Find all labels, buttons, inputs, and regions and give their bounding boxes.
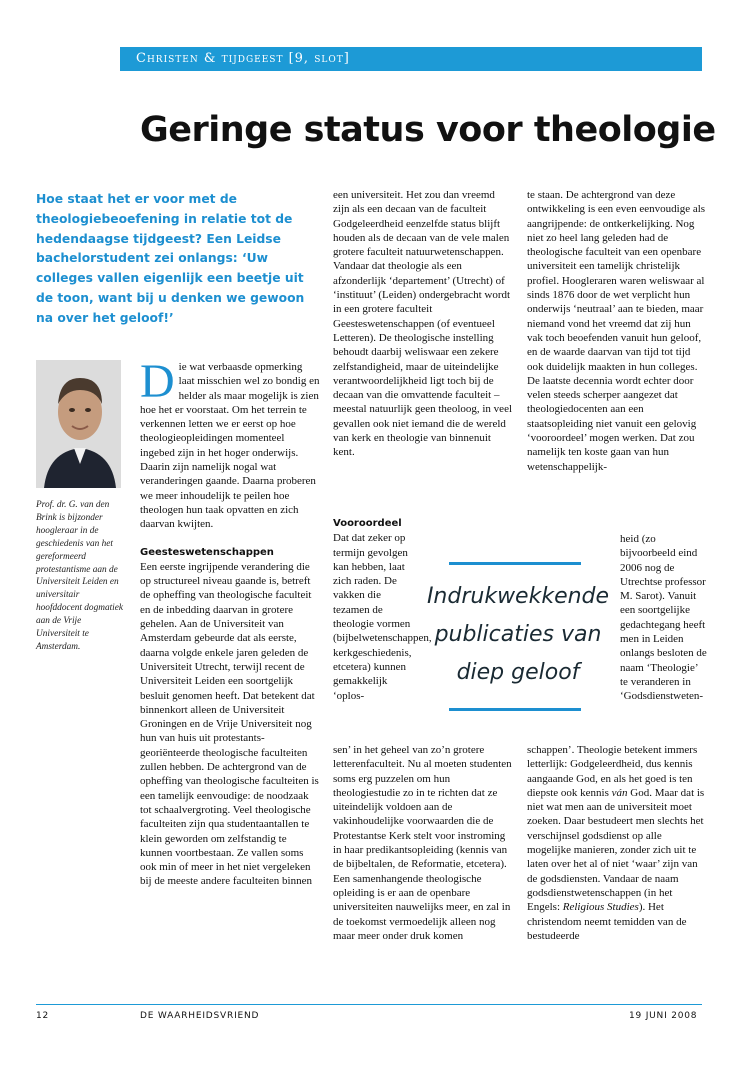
publication-name: DE WAARHEIDSVRIEND xyxy=(140,1011,260,1021)
article-column-3-narrow xyxy=(620,532,708,704)
body-paragraph: sen’ in het geheel van zo’n grotere letterenfaculteit. Nu al moeten studenten soms erg puzzelen om hun theologiestudie zo in te richten dat ze uiteindelijk voldoen aan de vakinhoudelijke voorwaarden die de Protestantse Kerk stelt voor instroming in haar predikantsopleiding (kennis van de bijbeltalen, de Reformatie, etcetera). Een samenhangende theologische opleiding is er aan de openbare universiteiten nauwelijks meer, en zal in de toekomst vermoedelijk alleen nog maar meer onder druk komen xyxy=(333,744,512,942)
article-column-2-narrow xyxy=(333,517,432,703)
article-column-2-top xyxy=(333,188,513,460)
drop-cap: D xyxy=(140,355,175,408)
portrait-image xyxy=(36,360,121,488)
pullquote-rule-bottom xyxy=(449,708,581,711)
article-lede: Hoe staat het er voor met de theologiebeoefening in relatie tot de hedendaagse tijdgeest? Een Leidse bachelorstudent zei onlangs: ‘Uw colleges vallen eigenlijk een beetje uit de toon, want bij u denken we gewoon na over het geloof!’ xyxy=(36,192,305,325)
author-photo xyxy=(36,360,121,488)
body-paragraph: schappen’. Theologie betekent immers letterlijk: Godgeleerdheid, dus kennis aangaande God, en als het goed is ten diepste ook kennis ván God. Maar dat is niet wat men aan de universiteit moet zoeken. Daar bestudeert men slechts het verschijnsel godsdienst op alle mogelijke manieren, zonder zich uit te laten over het al of niet ‘waar’ zijn van de godsdiensten. Vandaar de naam godsdienstwetenschappen (in het Engels: Religious Studies). Het christendom neemt temidden van de bestudeerde xyxy=(527,744,705,942)
page-number: 12 xyxy=(36,1011,50,1021)
body-paragraph: een universiteit. Het zou dan vreemd zijn als een decaan van de faculteit Godgeleerdheid eenzelfde status blijft houden als de decaan van de vele malen grotere faculteit natuurwetenschappen. Vandaar dat theologie als een afzonderlijk ‘departement’ (Utrecht) of ‘instituut’ (Leiden) ondergebracht wordt in een grotere faculteit Geesteswetenschappen (of eventueel Letteren). De theologische instelling behoudt daarbij weliswaar een zekere zelfstandigheid, maar de uiteindelijke verantwoordelijkheid ligt toch bij de decaan van die omvattende faculteit – meestal natuurlijk geen theoloog, in veel gevallen ook niet iemand die de wereld van kerk en theologie van binnenuit kent. xyxy=(333,189,513,459)
pull-quote: Indrukwekkende publicaties van diep geloof xyxy=(426,584,610,685)
issue-date: 19 JUNI 2008 xyxy=(629,1011,698,1021)
article-column-3-bottom xyxy=(527,743,707,943)
footer-divider xyxy=(36,1004,702,1005)
body-paragraph: Dat dat zeker op termijn gevolgen kan hebben, laat zich raden. De vakken die tezamen de theologie vormen (bijbelwetenschappen, kerkgeschiedenis, etcetera) kunnen gemakkelijk ‘oplos- xyxy=(333,532,432,702)
subheading-geesteswetenschappen: Geesteswetenschappen xyxy=(140,546,274,558)
body-paragraph: Een eerste ingrijpende verandering die op structureel niveau gaande is, betreft de opheffing van theologische faculteit en de inbedding daarvan in grotere gehelen. Aan de Universiteit van Amsterdam gebeurde dat als eerste, daarna volgde enkele jaren geleden de Universiteit Utrecht, terwijl recent de Universiteit Leiden een soortgelijk besluit genomen heeft. Dat betekent dat binnenkort alleen de Universiteit Groningen en de Vrije Universiteit nog hun van huis uit protestants-georiënteerde theologische faculteiten zullen hebben. De achtergrond van de opheffing van theologische faculteiten is een tamelijk eenvoudige: de noodzaak tot schaalvergroting. Veel theologische faculteiten zijn qua studentaantallen te klein geworden om zelfstandig te kunnen voortbestaan. Ze vallen soms ook min of meer in het niet vergeleken bij de meeste andere faculteiten binnen xyxy=(140,560,319,888)
body-paragraph: te staan. De achtergrond van deze ontwikkeling is een even eenvoudige als aangrijpende: de ontkerkelijking. Nog niet zo heel lang geleden had de theologische faculteit van een openbare universiteit een tamelijk christelijk profiel. Hoogleraren waren weliswaar al sinds 1876 door de wet verplicht hun onderwijs ‘neutraal’ aan te bieden, maar niemand vond het vreemd dat zij hun vak toch beoefenden vanuit hun geloof, en de waarde daarvan van tijd tot tijd ook duidelijk maakten in hun colleges. De laatste decennia wordt echter door velen steeds scherper aangezet dat theologiedocenten aan een staatsopleiding niet vanuit een gelovig ‘vooroordeel’ mogen werken. Dat zou namelijk ten koste gaan van hun wetenschappelijk- xyxy=(527,189,706,473)
article-column-2-bottom xyxy=(333,743,513,943)
body-paragraph: heid (zo bijvoorbeeld eind 2006 nog de Utrechtse professor M. Sarot). Vanuit een soortgelijke gedachtegang heeft men in Leiden onlangs besloten de naam ‘Theologie’ te veranderen in ‘Godsdienstweten- xyxy=(620,533,707,703)
page-title: Geringe status voor theologie xyxy=(140,110,716,150)
article-column-1 xyxy=(140,355,320,889)
article-column-3-top xyxy=(527,188,707,474)
subheading-vooroordeel: Vooroordeel xyxy=(333,518,402,529)
intro-paragraph: ie wat verbaasde opmerking laat misschien wel zo bondig en helder als maar mogelijk is zien hoe het er voorstaat. Om het terrein te verkennen letten we er eerst op hoe theologieopleidingen momenteel ingebed zijn in het hoger onderwijs. Daarin zijn namelijk nogal wat veranderingen gaande. Daarna proberen we meer inhoudelijk te peilen hoe theologen hun taak opvatten en zich daarvan kwijten. xyxy=(140,361,320,531)
photo-caption: Prof. dr. G. van den Brink is bijzonder hoogleraar in de geschiedenis van het gereformeerd protestantisme aan de Universiteit Leiden en universitair hoofddocent dogmatiek aan de Vrije Universiteit te Amsterdam. xyxy=(36,500,124,652)
section-banner: Christen & tijdgeest [9, slot] xyxy=(120,47,702,71)
pullquote-rule-top xyxy=(449,562,581,565)
